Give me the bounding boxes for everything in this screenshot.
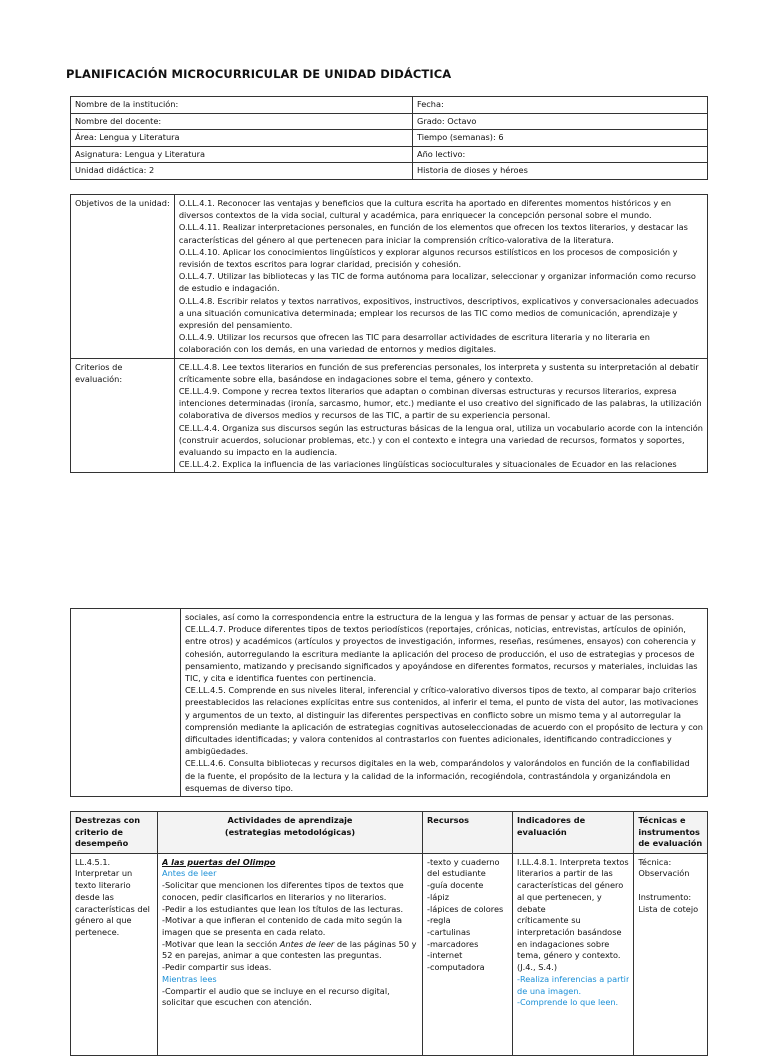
resource-item: -computadora bbox=[427, 962, 485, 973]
objective-line: de estudio e indagación. bbox=[178, 283, 280, 294]
criterion-line: CE.LL.4.9. Compone y recrea textos literarios que adaptan o combinan diversas estructuras y recursos literarios, expresa bbox=[178, 386, 677, 397]
criteria-text bbox=[174, 358, 707, 473]
indicator-line: (J.4., S.4.) bbox=[517, 962, 558, 973]
info-left-cell: Área: Lengua y Literatura bbox=[71, 130, 413, 147]
indicator-line: de una imagen. bbox=[517, 985, 582, 996]
header-line: instrumentos bbox=[638, 826, 700, 837]
criterion-line: preestablecidos las relaciones explícitas entre sus contenidos, al inferir el tema, el punto de vista del autor, las motivaciones bbox=[184, 697, 699, 708]
activity-line: -Pedir compartir sus ideas. bbox=[162, 962, 272, 973]
header-tecnicas bbox=[634, 812, 708, 854]
activity-line: imagen que se presenta en cada relato. bbox=[162, 927, 326, 937]
info-table bbox=[70, 96, 708, 180]
indicator-line: en indagaciones sobre bbox=[517, 938, 610, 949]
activity-line: -Solicitar que mencionen los diferentes tipos de textos que bbox=[162, 880, 404, 891]
indicator-line: críticamente su bbox=[517, 915, 581, 926]
objective-line: O.LL.4.8. Escribir relatos y textos narrativos, expositivos, instructivos, descriptivos, explicativos y conversacionales adecuados bbox=[178, 295, 699, 306]
resource-item: -texto y cuaderno bbox=[427, 856, 500, 867]
info-left-cell: Asignatura: Lengua y Literatura bbox=[71, 146, 413, 163]
activity-line: -Compartir el audio que se incluye en el recurso digital, bbox=[162, 985, 390, 996]
resource-item: -cartulinas bbox=[427, 927, 471, 937]
header-line: Actividades de aprendizaje bbox=[227, 815, 353, 825]
destreza-line: pertenece. bbox=[75, 927, 120, 937]
criterion-line: CE.LL.4.7. Produce diferentes tipos de textos periodísticos (reportajes, crónicas, noticias, entrevistas, artículos de opinión, bbox=[184, 624, 686, 635]
page-title: PLANIFICACIÓN MICROCURRICULAR DE UNIDAD DIDÁCTICA bbox=[66, 67, 452, 81]
criterion-line: CE.LL.4.5. Comprende en sus niveles literal, inferencial y crítico-valorativo diversos tipos de texto, al comparar bajo criterios bbox=[184, 685, 697, 696]
indicator-line: -Realiza inferencias a partir bbox=[517, 973, 630, 984]
resource-item: -lápices de colores bbox=[427, 903, 504, 914]
destreza-line: desde las bbox=[75, 891, 114, 902]
indicator-line: características del género bbox=[517, 880, 624, 891]
antes-de-leer-label: Antes de leer bbox=[162, 868, 217, 879]
objectives-label: Objetivos de la unidad: bbox=[71, 195, 175, 359]
header-line: desempeño bbox=[75, 838, 129, 849]
criterion-line: intenciones determinadas (ironía, sarcasmo, humor, etc.) mediante el uso creativo del significado de las palabras, la utilización bbox=[178, 398, 702, 409]
objective-line: O.LL.4.10. Aplicar los conocimientos lingüísticos y explorar algunos recursos estilísticos en los procesos de composición y bbox=[178, 246, 678, 257]
info-row bbox=[71, 163, 708, 180]
objective-line: a una situación comunicativa determinada; emplear los recursos de las TIC como medios de comunicación, aprendizaje y bbox=[178, 307, 678, 318]
activity-line: solicitar que escuchen con atención. bbox=[162, 997, 312, 1008]
indicator-line: -Comprende lo que leen. bbox=[517, 997, 619, 1008]
criterion-line: CE.LL.4.6. Consulta bibliotecas y recursos digitales en la web, comparándolos y valorándolos en función de la confiabilidad bbox=[184, 758, 690, 769]
header-line: Destrezas con bbox=[75, 815, 141, 825]
resource-item: -lápiz bbox=[427, 891, 450, 902]
info-row bbox=[71, 130, 708, 147]
criterion-line: evaluando su impacto en la audiencia. bbox=[178, 447, 338, 458]
tecnicas-cell bbox=[634, 853, 708, 1055]
resource-item: -marcadores bbox=[427, 938, 479, 949]
criterion-line: CE.LL.4.8. Lee textos literarios en función de sus preferencias personales, los interpreta y sustenta su interpretación al debatir bbox=[178, 361, 699, 372]
indicator-line: debate bbox=[517, 903, 546, 914]
criterion-line: cohesión, autorregulando la escritura mediante la aplicación del proceso de producción, el uso de estrategias y procesos de bbox=[184, 648, 695, 659]
actividades-cell bbox=[158, 853, 423, 1055]
criterion-line: CE.LL.4.4. Organiza sus discursos según las estructuras básicas de la lengua oral, utiliza un vocabulario acorde con la intención bbox=[178, 422, 703, 433]
resource-item: -guía docente bbox=[427, 880, 484, 891]
criterion-line: (construir acuerdos, solucionar problemas, etc.) y con el contexto e integra una variedad de recursos, formatos y soportes, bbox=[178, 434, 685, 445]
destreza-line: género al que bbox=[75, 915, 132, 926]
destreza-line: texto literario bbox=[75, 880, 131, 891]
indicator-line: al que pertenecen, y bbox=[517, 891, 602, 902]
technique-line: Instrumento: bbox=[638, 891, 692, 902]
info-row bbox=[71, 146, 708, 163]
objective-line: O.LL.4.1. Reconocer las ventajas y beneficios que la cultura escrita ha aportado en diferentes momentos históricos y en bbox=[178, 198, 672, 208]
criterion-line: de la fuente, el propósito de la lectura y la calidad de la información, recogiéndola, contrastándola y organizándola en bbox=[184, 770, 671, 781]
criterion-line: TIC, y cita e identifica fuentes con pertinencia. bbox=[184, 673, 377, 684]
empty-label-cell bbox=[71, 609, 181, 797]
resource-item: -internet bbox=[427, 950, 463, 961]
activity-heading: A las puertas del Olimpo bbox=[162, 856, 276, 867]
criterion-line: críticamente sobre ella, basándose en indagaciones sobre el tema, género y contexto. bbox=[178, 373, 534, 384]
criterion-line: ambigüedades. bbox=[184, 746, 249, 757]
activity-line: -Motivar a que infieran el contenido de cada mito según la bbox=[162, 915, 402, 926]
technique-line: Técnica: bbox=[638, 856, 672, 867]
destreza-cell bbox=[71, 853, 158, 1055]
criteria-continuation-row bbox=[71, 609, 708, 797]
destreza-line: Interpretar un bbox=[75, 868, 133, 879]
objective-line: características del género al que pertenecen para iniciar la comprensión crítico-valorativa de la literatura. bbox=[178, 234, 614, 245]
recursos-cell bbox=[423, 853, 513, 1055]
objective-line: O.LL.4.7. Utilizar las bibliotecas y las TIC de forma autónoma para localizar, seleccionar y organizar información como recurso bbox=[178, 271, 696, 282]
info-row bbox=[71, 113, 708, 130]
resource-item: -regla bbox=[427, 915, 451, 926]
criterion-line: colaborativa de diversos medios y recursos de las TIC, a partir de su experiencia personal. bbox=[178, 410, 551, 421]
objective-line: O.LL.4.11. Realizar interpretaciones personales, en función de los elementos que ofrecen los textos literarios, y destacar las bbox=[178, 222, 688, 233]
criterion-line: entre otros) y académicos (artículos y proyectos de investigación, informes, reseñas, resúmenes, ensayos) con coherencia y bbox=[184, 636, 696, 647]
info-row bbox=[71, 97, 708, 114]
destreza-line: características del bbox=[75, 903, 150, 914]
info-left-cell: Nombre del docente: bbox=[71, 113, 413, 130]
objective-line: diversos contextos de la vida social, cultural y académica, para enriquecer la concepción personal sobre el mundo. bbox=[178, 210, 652, 221]
criterion-line: dificultades identificadas; y valora contenidos al contrastarlos con fuentes adicionales, identificando contradicciones y bbox=[184, 734, 672, 745]
criteria-continuation-table bbox=[70, 608, 708, 797]
indicator-line: tema, género y contexto. bbox=[517, 950, 621, 961]
technique-line bbox=[638, 880, 703, 892]
header-actividades bbox=[158, 812, 423, 854]
activity-line: 52 en parejas, animar a que contesten las preguntas. bbox=[162, 950, 382, 961]
criterion-line: sociales, así como la correspondencia entre la estructura de la lengua y las formas de pensar y actuar de las personas. bbox=[184, 612, 675, 622]
criteria-row bbox=[71, 358, 708, 473]
technique-line: Observación bbox=[638, 868, 690, 879]
header-line: (estrategias metodológicas) bbox=[224, 826, 356, 837]
objectives-row bbox=[71, 195, 708, 359]
indicator-line: interpretación basándose bbox=[517, 927, 622, 937]
header-indicadores: Indicadores de evaluación bbox=[513, 812, 634, 854]
info-left-cell: Nombre de la institución: bbox=[71, 97, 413, 114]
info-right-cell: Fecha: bbox=[413, 97, 708, 114]
criterion-line: CE.LL.4.2. Explica la influencia de las variaciones lingüísticas socioculturales y situacionales de Ecuador en las relaciones bbox=[178, 459, 677, 470]
motivar-line: -Motivar que lean la sección Antes de leer de las páginas 50 y bbox=[162, 938, 417, 949]
info-right-cell: Grado: Octavo bbox=[413, 113, 708, 130]
objective-line: revisión de textos escritos para lograr claridad, precisión y cohesión. bbox=[178, 259, 462, 270]
mientras-lees-label: Mientras lees bbox=[162, 973, 217, 984]
criterion-line: comprensión mediante la aplicación de estrategias cognitivas autoseleccionadas de acuerdo con el propósito de lectura y con bbox=[184, 721, 703, 732]
resource-item: del estudiante bbox=[427, 868, 486, 879]
technique-line: Lista de cotejo bbox=[638, 903, 699, 914]
header-destrezas bbox=[71, 812, 158, 854]
objectives-table bbox=[70, 194, 708, 473]
objective-line: colaboración con los demás, en una variedad de entornos y medios digitales. bbox=[178, 344, 497, 355]
skills-table bbox=[70, 811, 708, 1056]
info-right-cell: Tiempo (semanas): 6 bbox=[413, 130, 708, 147]
criterion-line: y argumentos de un texto, al distinguir las diferentes perspectivas en conflicto sobre un mismo tema y al autorregular la bbox=[184, 709, 681, 720]
activity-line: -Pedir a los estudiantes que lean los títulos de las lecturas. bbox=[162, 903, 404, 914]
indicator-line: literarios a partir de las bbox=[517, 868, 613, 879]
info-right-cell: Año lectivo: bbox=[413, 146, 708, 163]
criteria-continuation-text bbox=[180, 609, 707, 797]
criterion-line: pensamiento, matizando y precisando significados y apoyándose en diferentes formatos, recursos y materiales, incluidas las bbox=[184, 660, 698, 671]
destreza-line: LL.4.5.1. bbox=[75, 856, 111, 867]
header-line: criterio de bbox=[75, 826, 123, 837]
header-line: Técnicas e bbox=[638, 815, 686, 825]
info-right-cell: Historia de dioses y héroes bbox=[413, 163, 708, 180]
indicadores-cell bbox=[513, 853, 634, 1055]
objectives-text bbox=[174, 195, 707, 359]
header-recursos: Recursos bbox=[423, 812, 513, 854]
info-left-cell: Unidad didáctica: 2 bbox=[71, 163, 413, 180]
criteria-label: Criterios de evaluación: bbox=[71, 358, 175, 473]
objective-line: expresión del pensamiento. bbox=[178, 320, 293, 331]
skills-row bbox=[71, 853, 708, 1055]
activity-line: conocen, pedir clasificarlos en literarios y no literarios. bbox=[162, 891, 387, 902]
header-line: de evaluación bbox=[638, 838, 703, 849]
criterion-line: esquemas de diverso tipo. bbox=[184, 782, 294, 793]
objective-line: O.LL.4.9. Utilizar los recursos que ofrecen las TIC para desarrollar actividades de escritura literaria y no literaria en bbox=[178, 332, 650, 343]
skills-header-row bbox=[71, 812, 708, 854]
indicator-line: I.LL.4.8.1. Interpreta textos bbox=[517, 856, 629, 867]
